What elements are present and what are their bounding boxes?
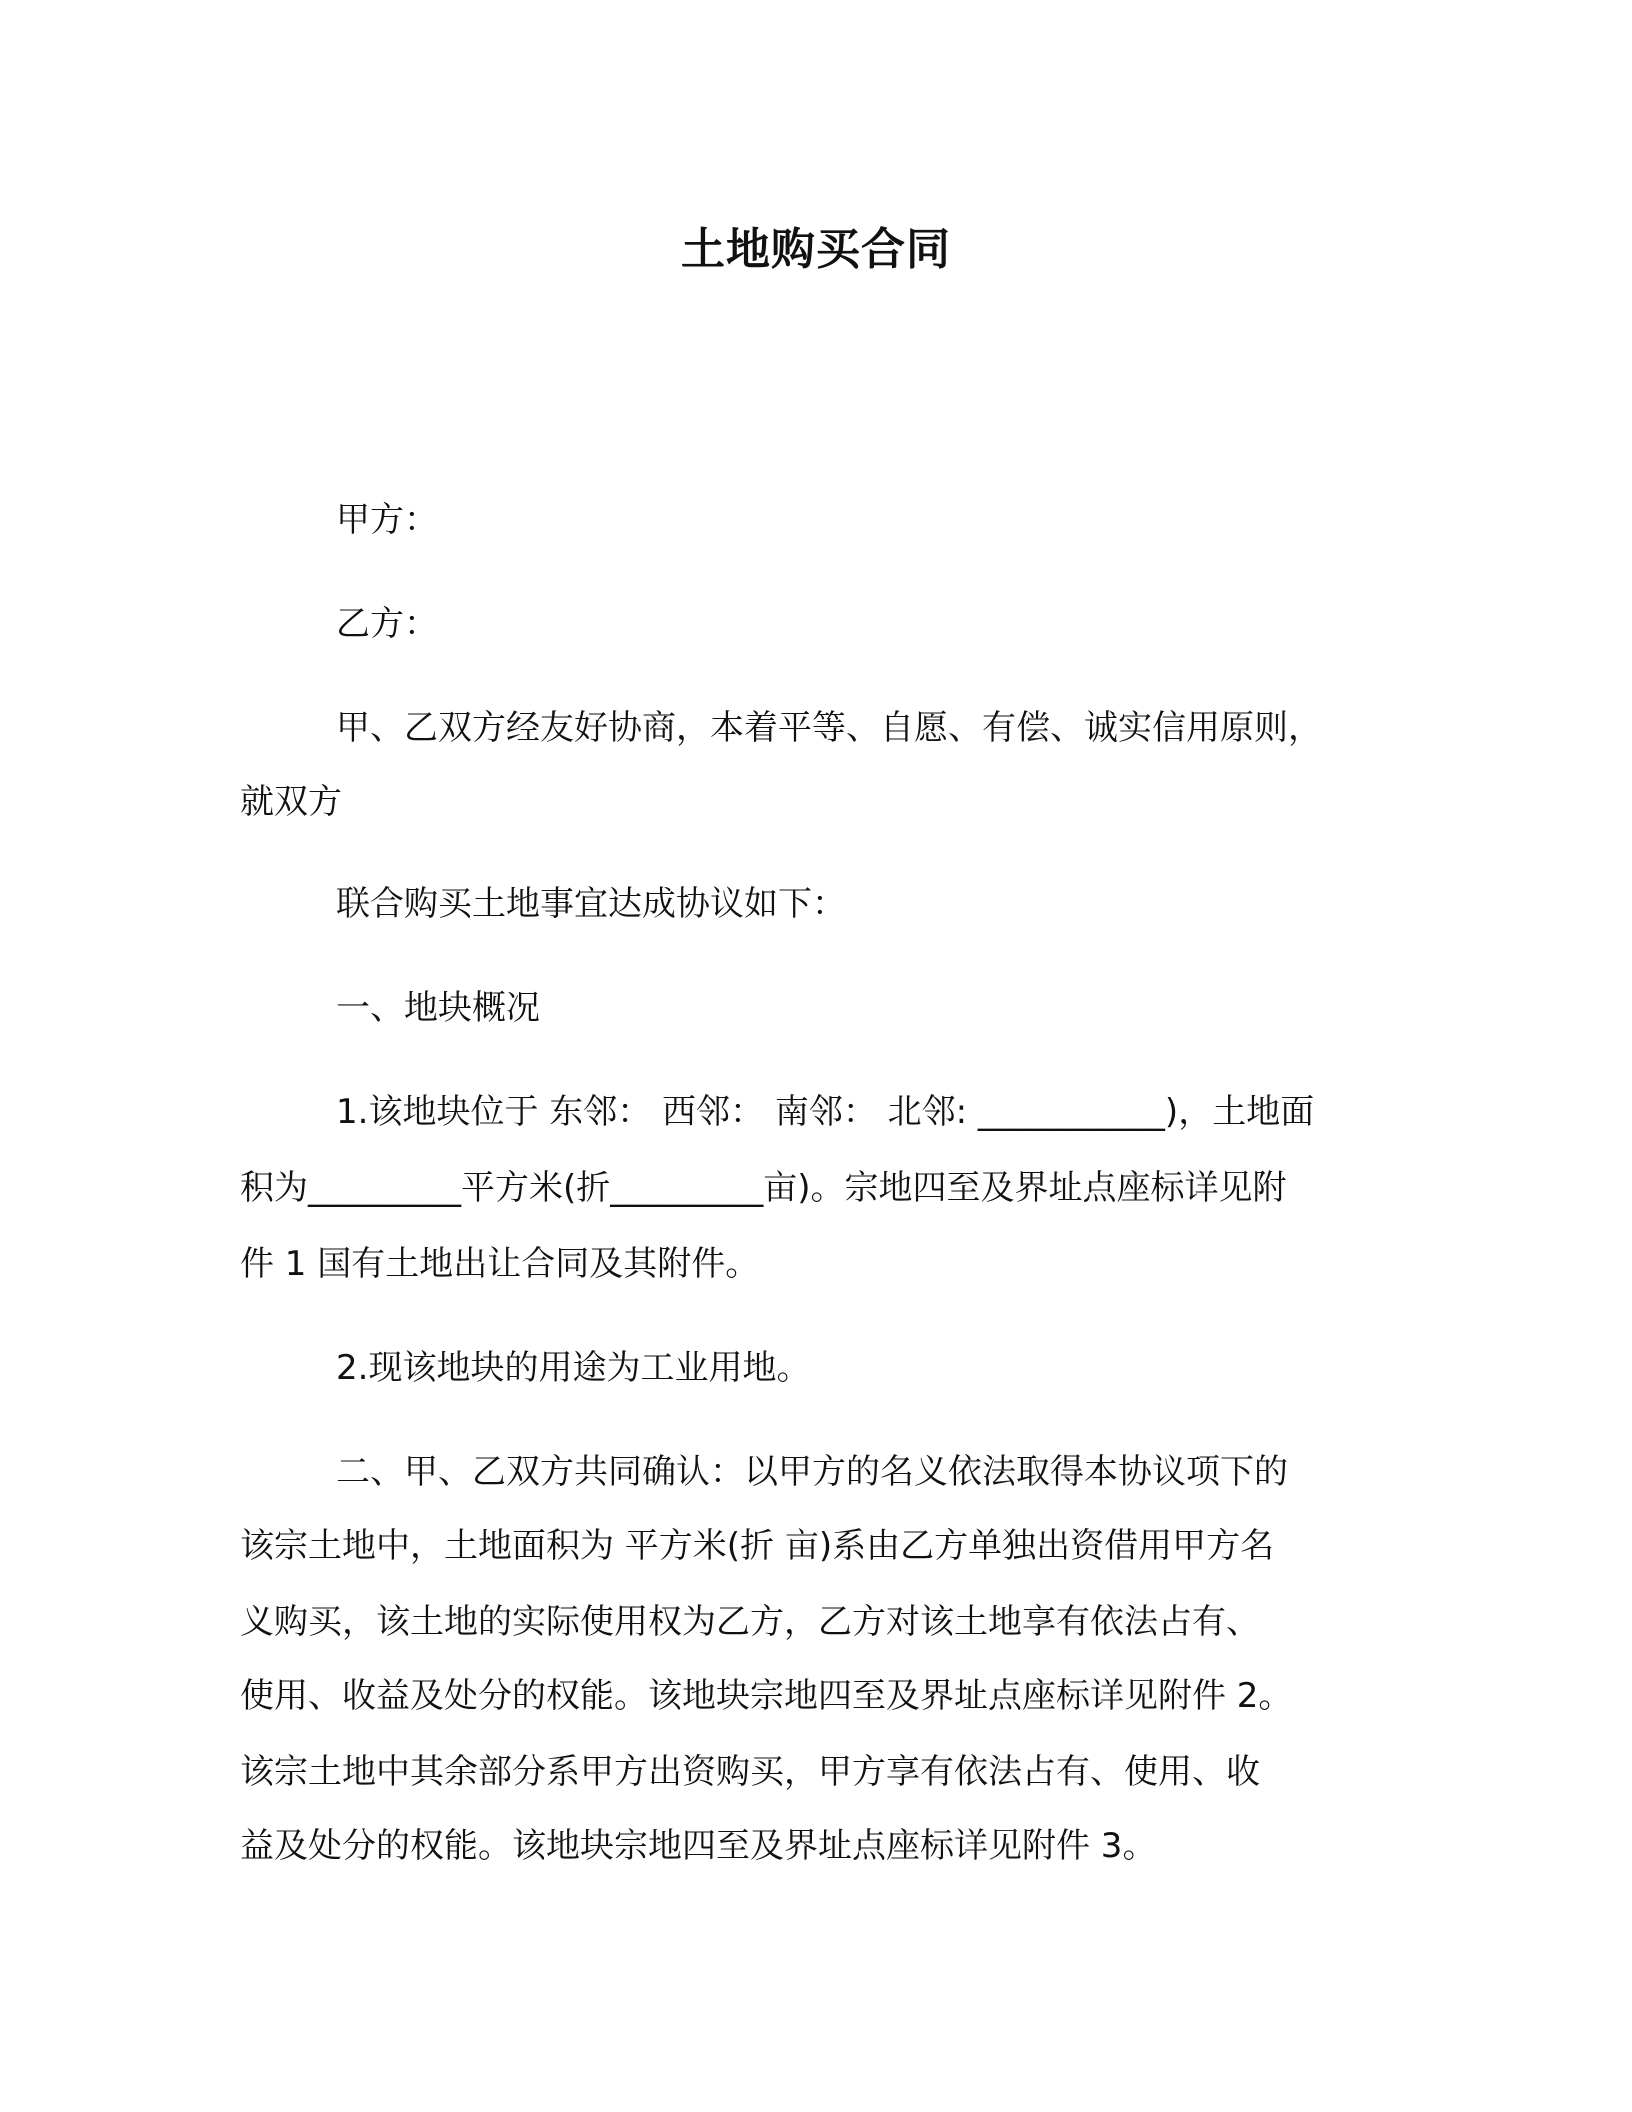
agreement-intro: 联合购买土地事宜达成协议如下： bbox=[336, 884, 846, 924]
section-2-line-5: 该宗土地中其余部分系甲方出资购买，甲方享有依法占有、使用、收 bbox=[240, 1752, 1260, 1792]
section-1-heading: 一、地块概况 bbox=[336, 988, 540, 1028]
item-1-line-1: 1.该地块位于 东邻： 西邻： 南邻： 北邻: ___________)，土地面 bbox=[336, 1092, 1315, 1132]
party-b-label: 乙方： bbox=[336, 604, 438, 644]
section-2-line-6: 益及处分的权能。该地块宗地四至及界址点座标详见附件 3。 bbox=[240, 1826, 1157, 1866]
intro-paragraph-line-1: 甲、乙双方经友好协商，本着平等、自愿、有偿、诚实信用原则， bbox=[336, 708, 1322, 748]
document-title: 土地购买合同 bbox=[681, 224, 951, 275]
section-2-line-2: 该宗土地中，土地面积为 平方米(折 亩)系由乙方单独出资借用甲方名 bbox=[240, 1526, 1275, 1566]
section-2-line-1: 二、甲、乙双方共同确认：以甲方的名义依法取得本协议项下的 bbox=[336, 1452, 1288, 1492]
item-2: 2.现该地块的用途为工业用地。 bbox=[336, 1348, 811, 1388]
party-a-label: 甲方： bbox=[336, 500, 438, 540]
section-2-line-3: 义购买，该土地的实际使用权为乙方，乙方对该土地享有依法占有、 bbox=[240, 1602, 1260, 1642]
section-2-line-4: 使用、收益及处分的权能。该地块宗地四至及界址点座标详见附件 2。 bbox=[240, 1676, 1293, 1716]
item-1-line-3: 件 1 国有土地出让合同及其附件。 bbox=[240, 1244, 760, 1284]
intro-paragraph-line-2: 就双方 bbox=[240, 782, 342, 822]
item-1-line-2: 积为_________平方米(折_________亩)。宗地四至及界址点座标详见附 bbox=[240, 1168, 1287, 1208]
